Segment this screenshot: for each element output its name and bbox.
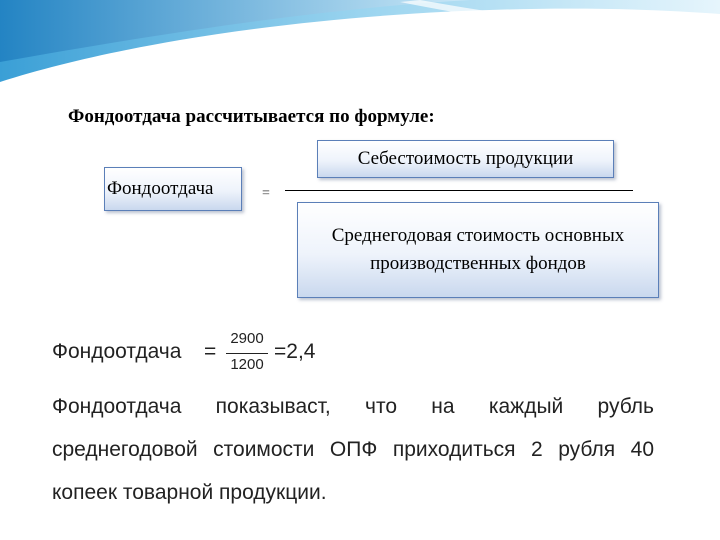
formula-lhs-box [104,167,242,211]
formula-heading: Фондоотдача рассчитывается по формуле: [68,106,435,127]
formula-fraction-line [285,190,633,191]
calculation-numerator: 2900 [230,330,264,347]
calculation-result: =2,4 [274,340,316,363]
calculation-denominator: 1200 [230,356,264,373]
formula-lhs-label: Фондоотдача [107,178,214,199]
explanation-paragraph: Фондоотдача показываст, что на каждый рубль среднегодовой стоимости ОПФ приходиться 2 рубля 40 копеек товарной продукции. [52,395,654,504]
formula-numerator-label: Себестоимость продукции [357,148,574,169]
formula-numerator-box [317,140,614,178]
calculation-equals: = [204,340,217,363]
formula-denominator-box [297,202,659,298]
formula-equals-sign: = [262,186,270,201]
header-wave-decoration [0,0,720,90]
calculation-label: Фондоотдача [52,340,182,363]
calculation-fraction-bar [226,353,268,354]
formula-denominator-label: Среднегодовая стоимость основных производственных фондов [331,225,625,274]
